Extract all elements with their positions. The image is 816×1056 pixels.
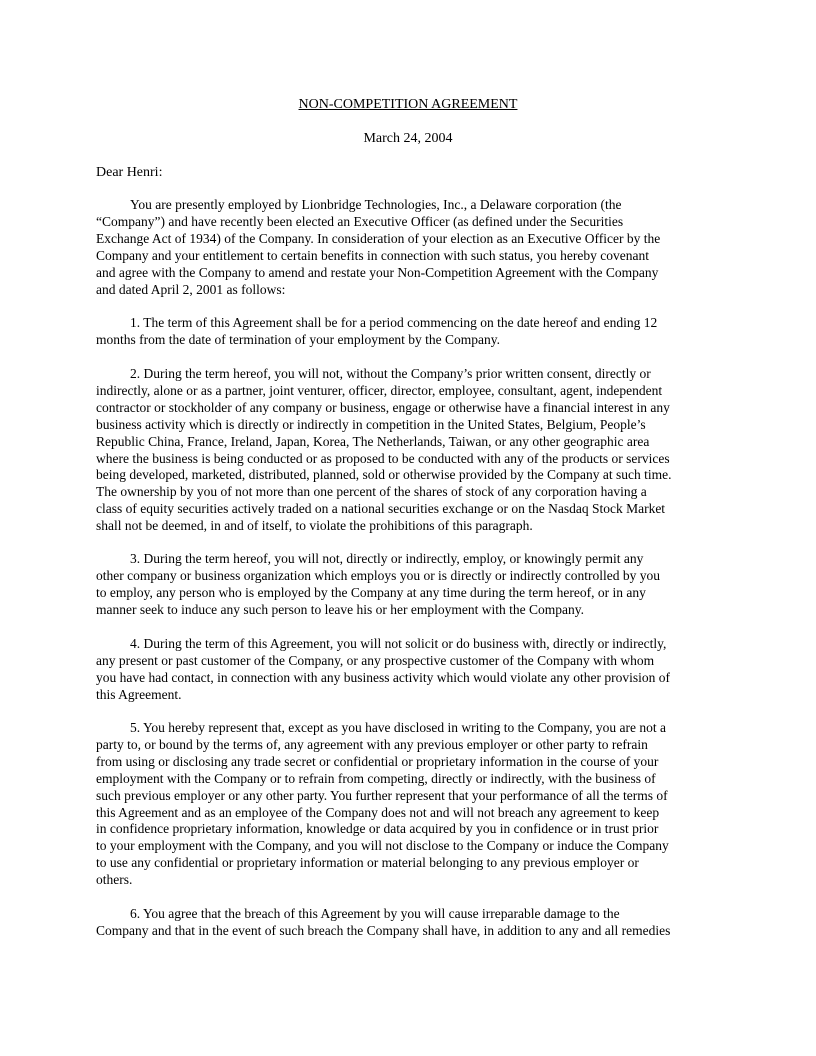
paragraph-line: 3. During the term hereof, you will not, directly or indirectly, employ, or knowingly permit any [130, 551, 644, 566]
paragraph-line: Company and that in the event of such breach the Company shall have, in addition to any and all remedies [96, 922, 671, 938]
paragraph-line: being developed, marketed, distributed, planned, sold or otherwise provided by the Company at such time. [96, 467, 672, 483]
paragraph-line: Company and your entitlement to certain benefits in connection with such status, you hereby covenant [96, 247, 649, 263]
paragraph-line: any present or past customer of the Company, or any prospective customer of the Company with whom [96, 652, 655, 668]
document-title: NON-COMPETITION AGREEMENT [298, 97, 518, 112]
paragraph-line: Exchange Act of 1934) of the Company. In consideration of your election as an Executive Officer by the [96, 230, 661, 246]
paragraph-line: shall not be deemed, in and of itself, to violate the prohibitions of this paragraph. [96, 518, 533, 534]
paragraph-line: party to, or bound by the terms of, any agreement with any previous employer or other party to refrain [96, 736, 648, 752]
paragraph-3-non-solicitation-employees [96, 551, 720, 619]
paragraph-line: and agree with the Company to amend and restate your Non-Competition Agreement with the Company [96, 264, 659, 280]
paragraph-line: where the business is being conducted or as proposed to be conducted with any of the products or services [96, 450, 670, 466]
paragraph-intro [96, 197, 720, 298]
paragraph-2-non-competition [96, 366, 720, 535]
paragraph-line: Republic China, France, Ireland, Japan, Korea, The Netherlands, Taiwan, or any other geographic area [96, 433, 650, 449]
paragraph-line: You are presently employed by Lionbridge Technologies, Inc., a Delaware corporation (the [130, 197, 622, 212]
paragraph-4-non-solicitation-customers [96, 636, 720, 704]
paragraph-line: class of equity securities actively traded on a national securities exchange or on the Nasdaq Stock Market [96, 501, 666, 517]
paragraph-line: The ownership by you of not more than one percent of the shares of stock of any corporation having a [96, 484, 647, 500]
salutation: Dear Henri: [96, 165, 163, 180]
paragraph-line: to your employment with the Company, and you will not disclose to the Company or induce the Company [96, 838, 669, 854]
paragraph-line: this Agreement and as an employee of the Company does not and will not breach any agreement to keep [96, 804, 660, 820]
paragraph-line: others. [96, 872, 133, 888]
paragraph-line: other company or business organization which employs you or is directly or indirectly controlled by you [96, 567, 661, 583]
paragraph-line: you have had contact, in connection with any business activity which would violate any other provision of [96, 669, 670, 685]
paragraph-5-representations [96, 720, 720, 889]
paragraph-line: from using or disclosing any trade secret or confidential or proprietary information in the course of your [96, 753, 659, 769]
paragraph-line: business activity which is directly or indirectly in competition in the United States, Belgium, People’s [96, 416, 646, 432]
paragraph-line: 2. During the term hereof, you will not, without the Company’s prior written consent, directly or [130, 366, 651, 381]
paragraph-line: this Agreement. [96, 686, 182, 702]
paragraph-line: months from the date of termination of your employment by the Company. [96, 331, 501, 347]
paragraph-line: 5. You hereby represent that, except as you have disclosed in writing to the Company, you are not a [130, 720, 666, 735]
paragraph-line: and dated April 2, 2001 as follows: [96, 281, 286, 297]
paragraph-line: in confidence proprietary information, knowledge or data acquired by you in confidence or in trust prior [96, 821, 659, 837]
paragraph-line: manner seek to induce any such person to leave his or her employment with the Company. [96, 601, 584, 617]
paragraph-line: to employ, any person who is employed by the Company at any time during the term hereof, or in any [96, 584, 646, 600]
paragraph-line: to use any confidential or proprietary information or material belonging to any previous employer or [96, 855, 639, 871]
paragraph-line: indirectly, alone or as a partner, joint venturer, officer, director, employee, consultant, agent, independent [96, 382, 663, 398]
paragraph-1-term [96, 315, 720, 349]
paragraph-line: 6. You agree that the breach of this Agreement by you will cause irreparable damage to the [130, 906, 620, 921]
paragraph-line: employment with the Company or to refrain from competing, directly or indirectly, with the business of [96, 770, 656, 786]
paragraph-line: contractor or stockholder of any company or business, engage or otherwise have a financial interest in any [96, 399, 670, 415]
paragraph-line: 1. The term of this Agreement shall be for a period commencing on the date hereof and ending 12 [130, 315, 658, 330]
paragraph-line: “Company”) and have recently been elected an Executive Officer (as defined under the Securities [96, 213, 624, 229]
document-date: March 24, 2004 [363, 131, 453, 146]
paragraph-line: such previous employer or any other party. You further represent that your performance of all the terms of [96, 787, 668, 803]
paragraph-6-remedies [96, 906, 720, 940]
paragraph-line: 4. During the term of this Agreement, you will not solicit or do business with, directly or indirectly, [130, 636, 667, 651]
